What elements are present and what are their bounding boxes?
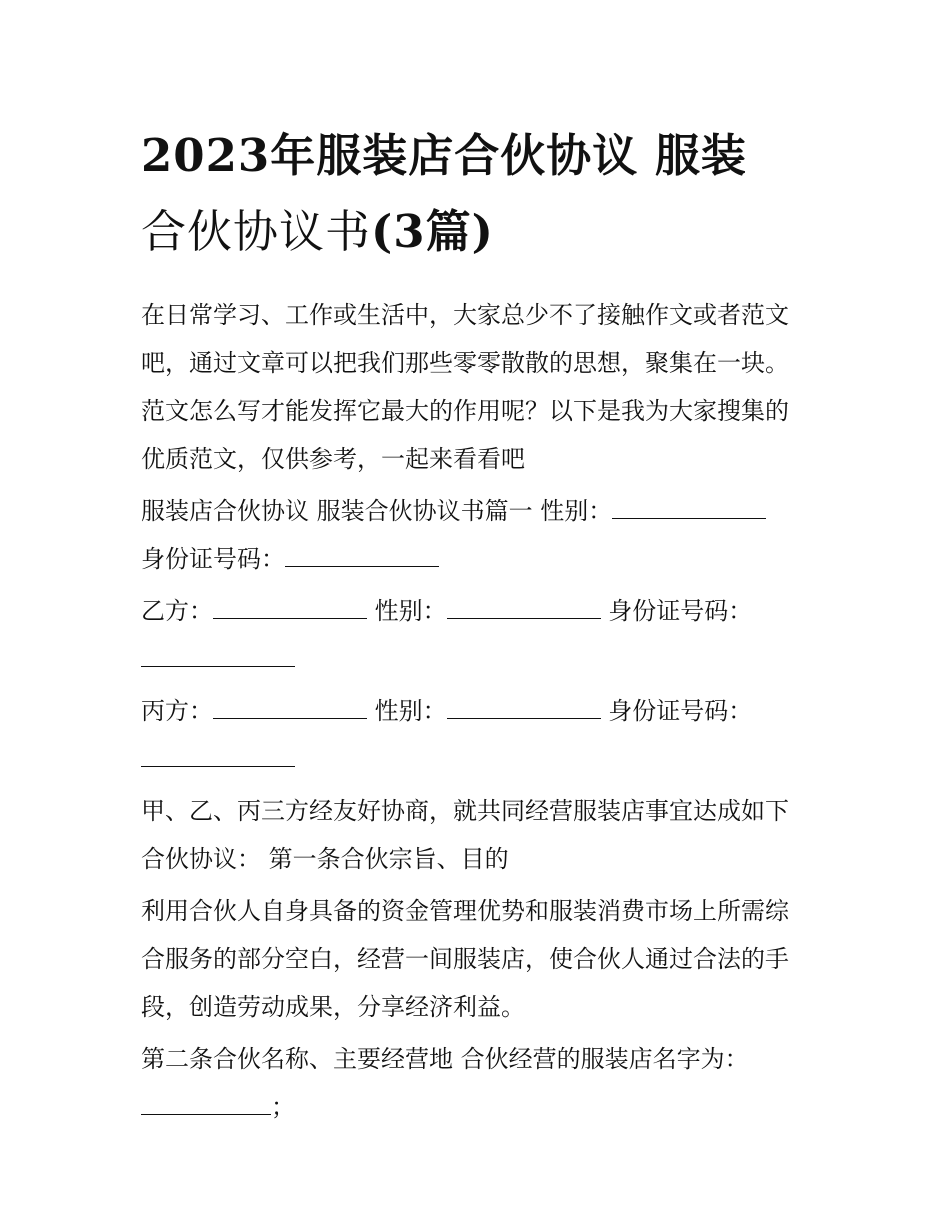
document-title [141,118,821,270]
purpose-paragraph [141,887,821,1031]
intro-line: 在日常学习、工作或生活中，大家总少不了接触作文或者范文 [141,301,789,329]
document-body [141,291,821,1131]
party-b-name-blank [213,592,367,619]
party-c-label: 丙方： [141,697,213,725]
party-c-paragraph [141,687,821,783]
title-line-2-text: 合伙协议书 [141,205,372,258]
intro-line: 范文怎么写才能发挥它最大的作用呢？以下是我为大家搜集的 [141,397,789,425]
party-c-gender-blank [447,692,601,719]
section1-paragraph [141,487,821,583]
shop-name-blank [141,1088,271,1115]
intro-line: 优质范文，仅供参考，一起来看看吧 [141,445,525,473]
negotiation-paragraph [141,787,821,883]
party-b-id-blank [141,640,295,667]
document-page [141,118,821,1131]
purpose-line: 利用合伙人自身具备的资金管理优势和服装消费市场上所需综 [141,897,789,925]
party-b-label: 乙方： [141,597,213,625]
party-c-line [141,697,752,725]
negotiation-line: 甲、乙、丙三方经友好协商，就共同经营服装店事宜达成如下 [141,797,789,825]
party-c-id-label: 身份证号码： [608,697,753,725]
title-line-2-count: (3篇) [371,205,494,258]
party-c-name-blank [213,692,367,719]
title-line-2 [141,194,821,270]
id-line [141,545,439,573]
party-c-gender-label: 性别： [374,697,447,725]
party-c-id-blank [141,740,295,767]
trailing-semicolon: ； [271,1093,295,1121]
shop-name-line [141,1093,295,1121]
article2-paragraph [141,1035,821,1131]
party-b-line [141,597,752,625]
title-line-1: 2023年服装店合伙协议 服装 [141,129,747,182]
section1-line [141,497,766,525]
party-b-id-label: 身份证号码： [608,597,753,625]
section1-heading: 服装店合伙协议 服装合伙协议书篇一 性别： [141,497,613,525]
id-number-label: 身份证号码： [141,545,285,573]
purpose-line: 合服务的部分空白，经营一间服装店，使合伙人通过合法的手 [141,945,789,973]
party-b-paragraph [141,587,821,683]
negotiation-line: 合伙协议： 第一条合伙宗旨、目的 [141,845,509,873]
party-b-gender-blank [447,592,601,619]
purpose-line: 段，创造劳动成果，分享经济利益。 [141,993,525,1021]
article2-line: 第二条合伙名称、主要经营地 合伙经营的服装店名字为： [141,1045,749,1073]
id-number-blank [285,540,439,567]
intro-line: 吧，通过文章可以把我们那些零零散散的思想，聚集在一块。 [141,349,789,377]
party-b-gender-label: 性别： [374,597,447,625]
intro-paragraph [141,291,821,483]
gender-blank [612,492,766,519]
